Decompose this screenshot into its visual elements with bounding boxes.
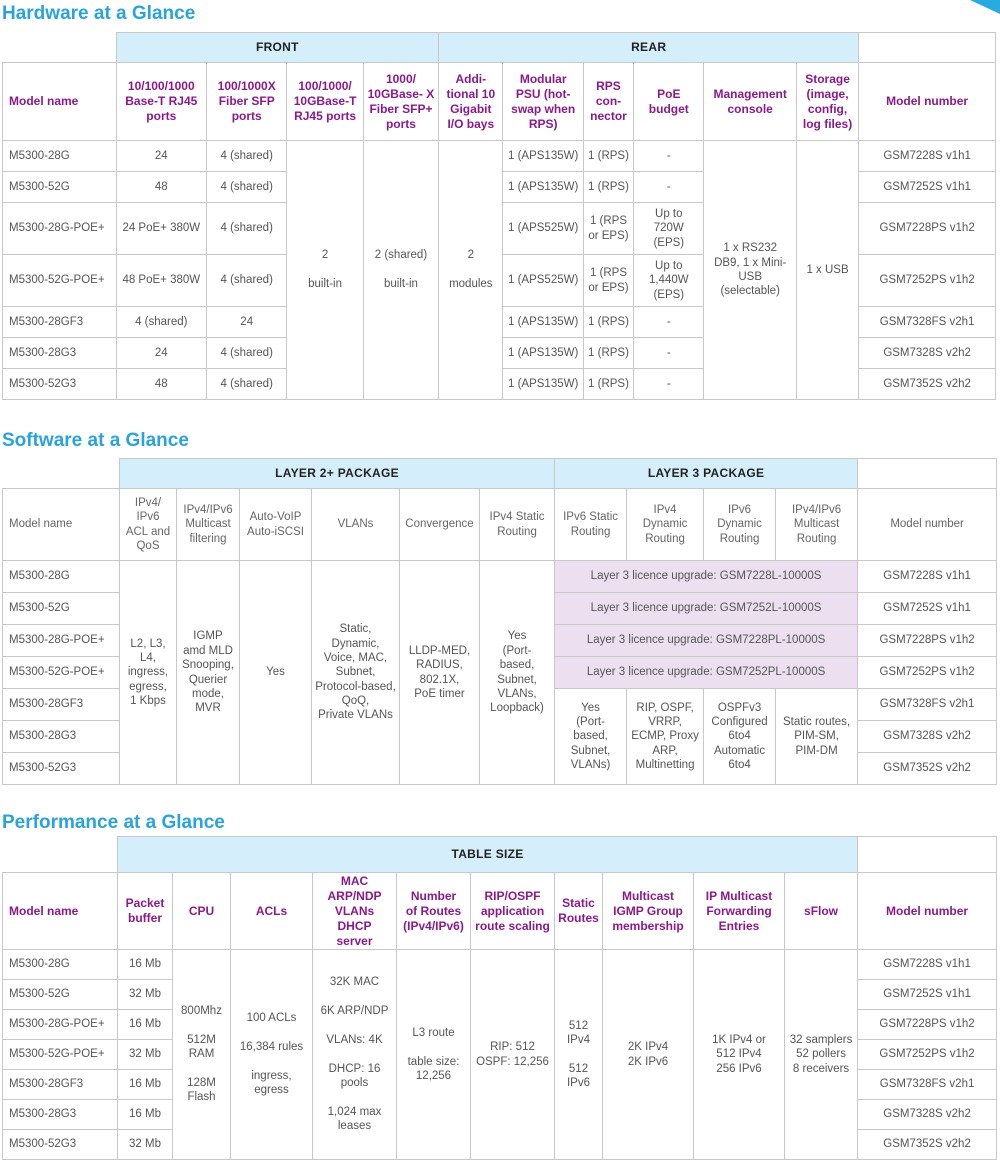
modular-psu: 1 (APS135W) [503,307,583,338]
licence-upgrade: Layer 3 licence upgrade: GSM7228PL-10000S [555,625,858,657]
model-number: GSM7352S v2h2 [859,369,996,400]
hw-col-header: Addi- tional 10 Gigabit I/O bays [439,63,503,141]
sw-col-header: IPv4 Dynamic Routing [627,489,704,561]
vlans: Static, Dynamic, Voice, MAC, Subnet, Protocol-based, QoQ, Private VLANs [312,561,400,785]
model-number: GSM7252S v1h1 [858,593,997,625]
packet-buffer: 16 Mb [118,1010,173,1040]
rps-connector: 1 (RPS) [583,141,633,172]
rps-connector: 1 (RPS or EPS) [583,203,633,255]
sw-col-header: IPv4/IPv6 Multicast Routing [776,489,858,561]
model-name: M5300-28G3 [3,338,117,369]
rps-connector: 1 (RPS or EPS) [583,255,633,307]
pf-col-header: Multicast IGMP Group membership [603,873,694,950]
hw-col-header: Modular PSU (hot-swap when RPS) [503,63,583,141]
sfp-ports: 4 (shared) [207,203,287,255]
rps-connector: 1 (RPS) [583,369,633,400]
model-name: M5300-52G-POE+ [3,1040,118,1070]
sfp-ports: 4 (shared) [207,255,287,307]
model-name: M5300-28G-POE+ [3,625,120,657]
rps-connector: 1 (RPS) [583,338,633,369]
model-number: GSM7352S v2h2 [858,1130,997,1160]
model-name: M5300-28G-POE+ [3,1010,118,1040]
sw-corner-blank-right [858,459,997,489]
rj45-ports: 24 [116,338,206,369]
model-number: GSM7228PS v1h2 [858,625,997,657]
performance-title: Performance at a Glance [2,812,225,833]
packet-buffer: 16 Mb [118,1100,173,1130]
sw-col-header: IPv4/ IPv6 ACL and QoS [120,489,177,561]
rj45-ports: 24 [116,141,206,172]
pf-col-header: Static Routes [555,873,603,950]
multicast-filtering: IGMP amd MLD Snooping, Querier mode, MVR [177,561,240,785]
tenG-rj45-ports: 2 built-in [287,141,363,400]
pf-col-header: IP Multicast Forwarding Entries [694,873,785,950]
model-number: GSM7228PS v1h2 [859,203,996,255]
sw-col-header: IPv4 Static Routing [480,489,555,561]
hw-col-header: Storage (image, config, log files) [796,63,858,141]
sw-col-header: Model name [3,489,120,561]
poe-budget: - [634,369,704,400]
performance-table [2,836,997,1160]
pf-col-header: CPU [173,873,231,950]
poe-budget: - [634,338,704,369]
hw-corner-blank [3,33,117,63]
model-name: M5300-28GF3 [3,1070,118,1100]
sw-header-row [3,489,997,561]
hw-col-header: RPS con- nector [583,63,633,141]
hw-col-header: 1000/ 10GBase- X Fiber SFP+ ports [363,63,438,141]
model-name: M5300-28G [3,141,117,172]
sfp-ports: 4 (shared) [207,369,287,400]
sw-group-l3: LAYER 3 PACKAGE [555,459,858,489]
pf-corner-blank [3,837,118,873]
model-name: M5300-52G [3,593,120,625]
pf-col-header: RIP/OSPF application route scaling [471,873,555,950]
poe-budget: - [634,141,704,172]
hw-col-header: Model name [3,63,117,141]
rj45-ports: 48 [116,172,206,203]
sflow: 32 samplers 52 pollers 8 receivers [785,950,858,1160]
model-name: M5300-28GF3 [3,307,117,338]
poe-budget: - [634,307,704,338]
model-name: M5300-28G3 [3,1100,118,1130]
poe-budget: - [634,172,704,203]
hardware-table [2,32,996,400]
modular-psu: 1 (APS135W) [503,141,583,172]
model-number: GSM7328FS v2h1 [858,689,997,721]
ipv6-dynamic-routing: OSPFv3 Configured 6to4 Automatic 6to4 [704,689,776,785]
acl-qos: L2, L3, L4, ingress, egress, 1 Kbps [120,561,177,785]
sfp-ports: 4 (shared) [207,141,287,172]
sw-group-l2: LAYER 2+ PACKAGE [120,459,555,489]
tenG-sfp-ports: 2 (shared) built-in [363,141,438,400]
licence-upgrade: Layer 3 licence upgrade: GSM7252PL-10000S [555,657,858,689]
modular-psu: 1 (APS135W) [503,338,583,369]
cpu: 800Mhz 512M RAM 128M Flash [173,950,231,1160]
hw-col-header: 10/100/1000 Base-T RJ45 ports [116,63,206,141]
model-number: GSM7252PS v1h2 [859,255,996,307]
model-name: M5300-52G [3,980,118,1010]
sw-col-header: IPv6 Dynamic Routing [704,489,776,561]
model-name: M5300-28GF3 [3,689,120,721]
modular-psu: 1 (APS525W) [503,203,583,255]
model-number: GSM7252S v1h1 [859,172,996,203]
packet-buffer: 16 Mb [118,1070,173,1100]
sw-corner-blank [3,459,120,489]
rip-ospf-scaling: RIP: 512 OSPF: 12,256 [471,950,555,1160]
hardware-title: Hardware at a Glance [2,3,196,24]
model-number: GSM7328S v2h2 [859,338,996,369]
table-row [3,950,997,980]
acls: 100 ACLs 16,384 rules ingress, egress [231,950,313,1160]
model-number: GSM7252PS v1h2 [858,1040,997,1070]
storage: 1 x USB [796,141,858,400]
model-number: GSM7328S v2h2 [858,721,997,753]
model-name: M5300-28G [3,950,118,980]
corner-tab-decoration [970,0,1000,14]
sw-col-header: Convergence [400,489,480,561]
pf-col-header: Packet buffer [118,873,173,950]
hw-col-header: Management console [704,63,796,141]
pf-group-table-size: TABLE SIZE [118,837,858,873]
number-of-routes: L3 route table size: 12,256 [397,950,471,1160]
model-name: M5300-52G-POE+ [3,657,120,689]
table-row [3,561,997,593]
model-name: M5300-28G3 [3,721,120,753]
multicast-routing: Static routes, PIM-SM, PIM-DM [776,689,858,785]
convergence: LLDP-MED, RADIUS, 802.1X, PoE timer [400,561,480,785]
model-number: GSM7228S v1h1 [858,950,997,980]
model-name: M5300-52G3 [3,369,117,400]
licence-upgrade: Layer 3 licence upgrade: GSM7252L-10000S [555,593,858,625]
igmp-group-membership: 2K IPv4 2K IPv6 [603,950,694,1160]
mac-arp-vlan-dhcp: 32K MAC 6K ARP/NDP VLANs: 4K DHCP: 16 pools 1,024 max leases [313,950,397,1160]
multicast-forwarding: 1K IPv4 or 512 IPv4 256 IPv6 [694,950,785,1160]
hw-col-header: 100/1000/ 10GBase-T RJ45 ports [287,63,363,141]
model-number: GSM7328FS v2h1 [859,307,996,338]
model-name: M5300-28G [3,561,120,593]
management-console: 1 x RS232 DB9, 1 x Mini- USB (selectable) [704,141,796,400]
ipv4-dynamic-routing: RIP, OSPF, VRRP, ECMP, Proxy ARP, Multinetting [627,689,704,785]
model-name: M5300-52G3 [3,1130,118,1160]
modular-psu: 1 (APS135W) [503,172,583,203]
sw-col-header: Model number [858,489,997,561]
hw-group-front: FRONT [116,33,439,63]
hw-col-header: 100/1000X Fiber SFP ports [207,63,287,141]
io-bays: 2 modules [439,141,503,400]
hw-col-header: Model number [859,63,996,141]
sw-col-header: IPv4/IPv6 Multicast filtering [177,489,240,561]
pf-col-header: ACLs [231,873,313,950]
rps-connector: 1 (RPS) [583,307,633,338]
modular-psu: 1 (APS525W) [503,255,583,307]
model-name: M5300-28G-POE+ [3,203,117,255]
model-number: GSM7252S v1h1 [858,980,997,1010]
sfp-ports: 4 (shared) [207,172,287,203]
model-number: GSM7352S v2h2 [858,753,997,785]
modular-psu: 1 (APS135W) [503,369,583,400]
model-number: GSM7252PS v1h2 [858,657,997,689]
table-row [3,141,996,172]
model-number: GSM7228PS v1h2 [858,1010,997,1040]
ipv4-static-routing: Yes (Port- based, Subnet, VLANs, Loopback) [480,561,555,785]
packet-buffer: 16 Mb [118,950,173,980]
rj45-ports: 4 (shared) [116,307,206,338]
rps-connector: 1 (RPS) [583,172,633,203]
model-name: M5300-52G [3,172,117,203]
pf-header-row [3,873,997,950]
hw-header-row [3,63,996,141]
hw-corner-blank-right [859,33,996,63]
static-routes: 512 IPv4 512 IPv6 [555,950,603,1160]
hw-group-rear: REAR [439,33,859,63]
licence-upgrade: Layer 3 licence upgrade: GSM7228L-10000S [555,561,858,593]
sfp-ports: 24 [207,307,287,338]
sw-col-header: IPv6 Static Routing [555,489,627,561]
packet-buffer: 32 Mb [118,1040,173,1070]
pf-col-header: MAC ARP/NDP VLANs DHCP server [313,873,397,950]
pf-corner-blank-right [858,837,997,873]
pf-col-header: Model name [3,873,118,950]
sw-col-header: Auto-VoIP Auto-iSCSI [240,489,312,561]
auto-voip: Yes [240,561,312,785]
model-number: GSM7328S v2h2 [858,1100,997,1130]
pf-col-header: Number of Routes (IPv4/IPv6) [397,873,471,950]
model-name: M5300-52G-POE+ [3,255,117,307]
pf-col-header: Model number [858,873,997,950]
poe-budget: Up to 720W (EPS) [634,203,704,255]
software-title: Software at a Glance [2,430,189,451]
software-table [2,458,997,785]
ipv6-static-routing: Yes (Port- based, Subnet, VLANs) [555,689,627,785]
rj45-ports: 24 PoE+ 380W [116,203,206,255]
model-number: GSM7228S v1h1 [858,561,997,593]
hw-col-header: PoE budget [634,63,704,141]
poe-budget: Up to 1,440W (EPS) [634,255,704,307]
model-name: M5300-52G3 [3,753,120,785]
rj45-ports: 48 [116,369,206,400]
model-number: GSM7228S v1h1 [859,141,996,172]
sw-col-header: VLANs [312,489,400,561]
pf-col-header: sFlow [785,873,858,950]
sfp-ports: 4 (shared) [207,338,287,369]
rj45-ports: 48 PoE+ 380W [116,255,206,307]
model-number: GSM7328FS v2h1 [858,1070,997,1100]
packet-buffer: 32 Mb [118,1130,173,1160]
packet-buffer: 32 Mb [118,980,173,1010]
